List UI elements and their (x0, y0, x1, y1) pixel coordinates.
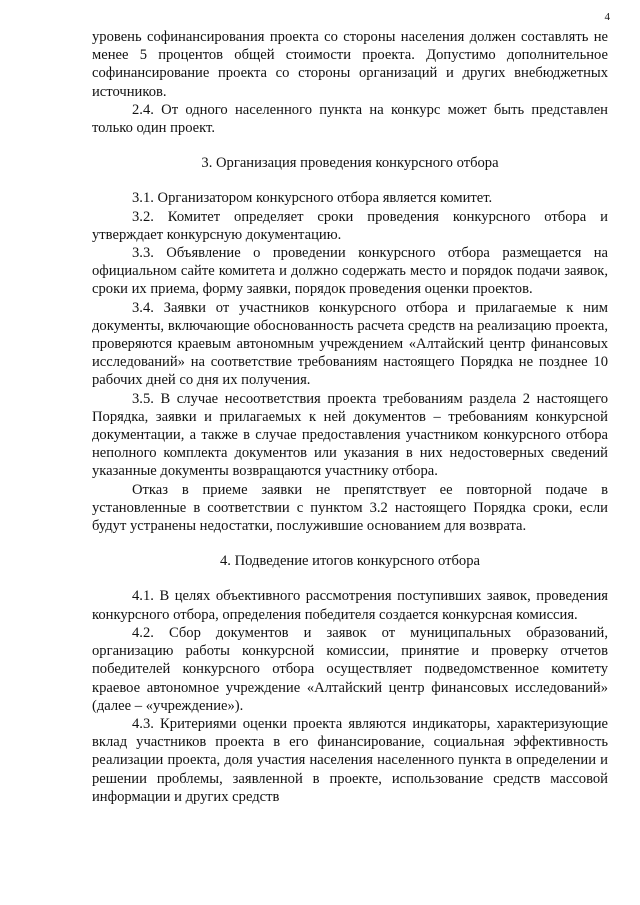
paragraph: 4.2. Сбор документов и заявок от муниципальных образований, организацию работы конкурсной комиссии, принятие и проверку отчетов победителей конкурсного отбора осуществляет подведомственное комитету краевое автономное учреждение «Алтайский центр финансовых исследований» (далее – «учреждение»). (92, 624, 608, 714)
paragraph: 2.4. От одного населенного пункта на конкурс может быть представлен только один проект. (92, 101, 608, 137)
paragraph: 3.4. Заявки от участников конкурсного отбора и прилагаемые к ним документы, включающие обоснованность расчета средств на реализацию проекта, проверяются краевым автономным учреждением «Алтайский центр финансовых исследований» на соответствие требованиям настоящего Порядка не позднее 10 рабочих дней со дня их получения. (92, 299, 608, 389)
page-number: 4 (604, 11, 610, 23)
paragraph: 3.5. В случае несоответствия проекта требованиям раздела 2 настоящего Порядка, заявки и прилагаемых к ней документов – требованиям конкурсной документации, а также в случае предоставления участником конкурсного отбора неполного комплекта документов или указания в них недостоверных сведений указанные документы возвращаются участнику отбора. (92, 390, 608, 480)
section-heading-3: 3. Организация проведения конкурсного отбора (201, 155, 499, 172)
document-body (92, 28, 608, 806)
paragraph: 3.1. Организатором конкурсного отбора является комитет. (132, 190, 493, 207)
paragraph: 3.3. Объявление о проведении конкурсного отбора размещается на официальном сайте комитета и должно содержать место и порядок подачи заявок, сроки их приема, форму заявки, порядок проведения оценки проектов. (92, 245, 608, 298)
paragraph: Отказ в приеме заявки не препятствует ее повторной подаче в установленные в соответствии с пунктом 3.2 настоящего Порядка сроки, если будут устранены недостатки, послужившие основанием для возврата. (92, 481, 608, 535)
paragraph: 3.2. Комитет определяет сроки проведения конкурсного отбора и утверждает конкурсную документацию. (92, 208, 608, 243)
paragraph: 4.1. В целях объективного рассмотрения поступивших заявок, проведения конкурсного отбора, определения победителя создается конкурсная комиссия. (92, 588, 608, 623)
paragraph: уровень софинансирования проекта со стороны населения должен составлять не менее 5 процентов общей стоимости проекта. Допустимо дополнительное софинансирование проекта со стороны организаций и других внебюджетных источников. (92, 29, 608, 100)
paragraph: 4.3. Критериями оценки проекта являются индикаторы, характеризующие вклад участников проекта в его финансирование, социальная эффективность реализации проекта, доля участия населения населенного пункта в определении и решении проблемы, заявленной в проекте, использование средств массовой информации и других средств (92, 715, 608, 805)
section-heading-4: 4. Подведение итогов конкурсного отбора (220, 553, 480, 570)
